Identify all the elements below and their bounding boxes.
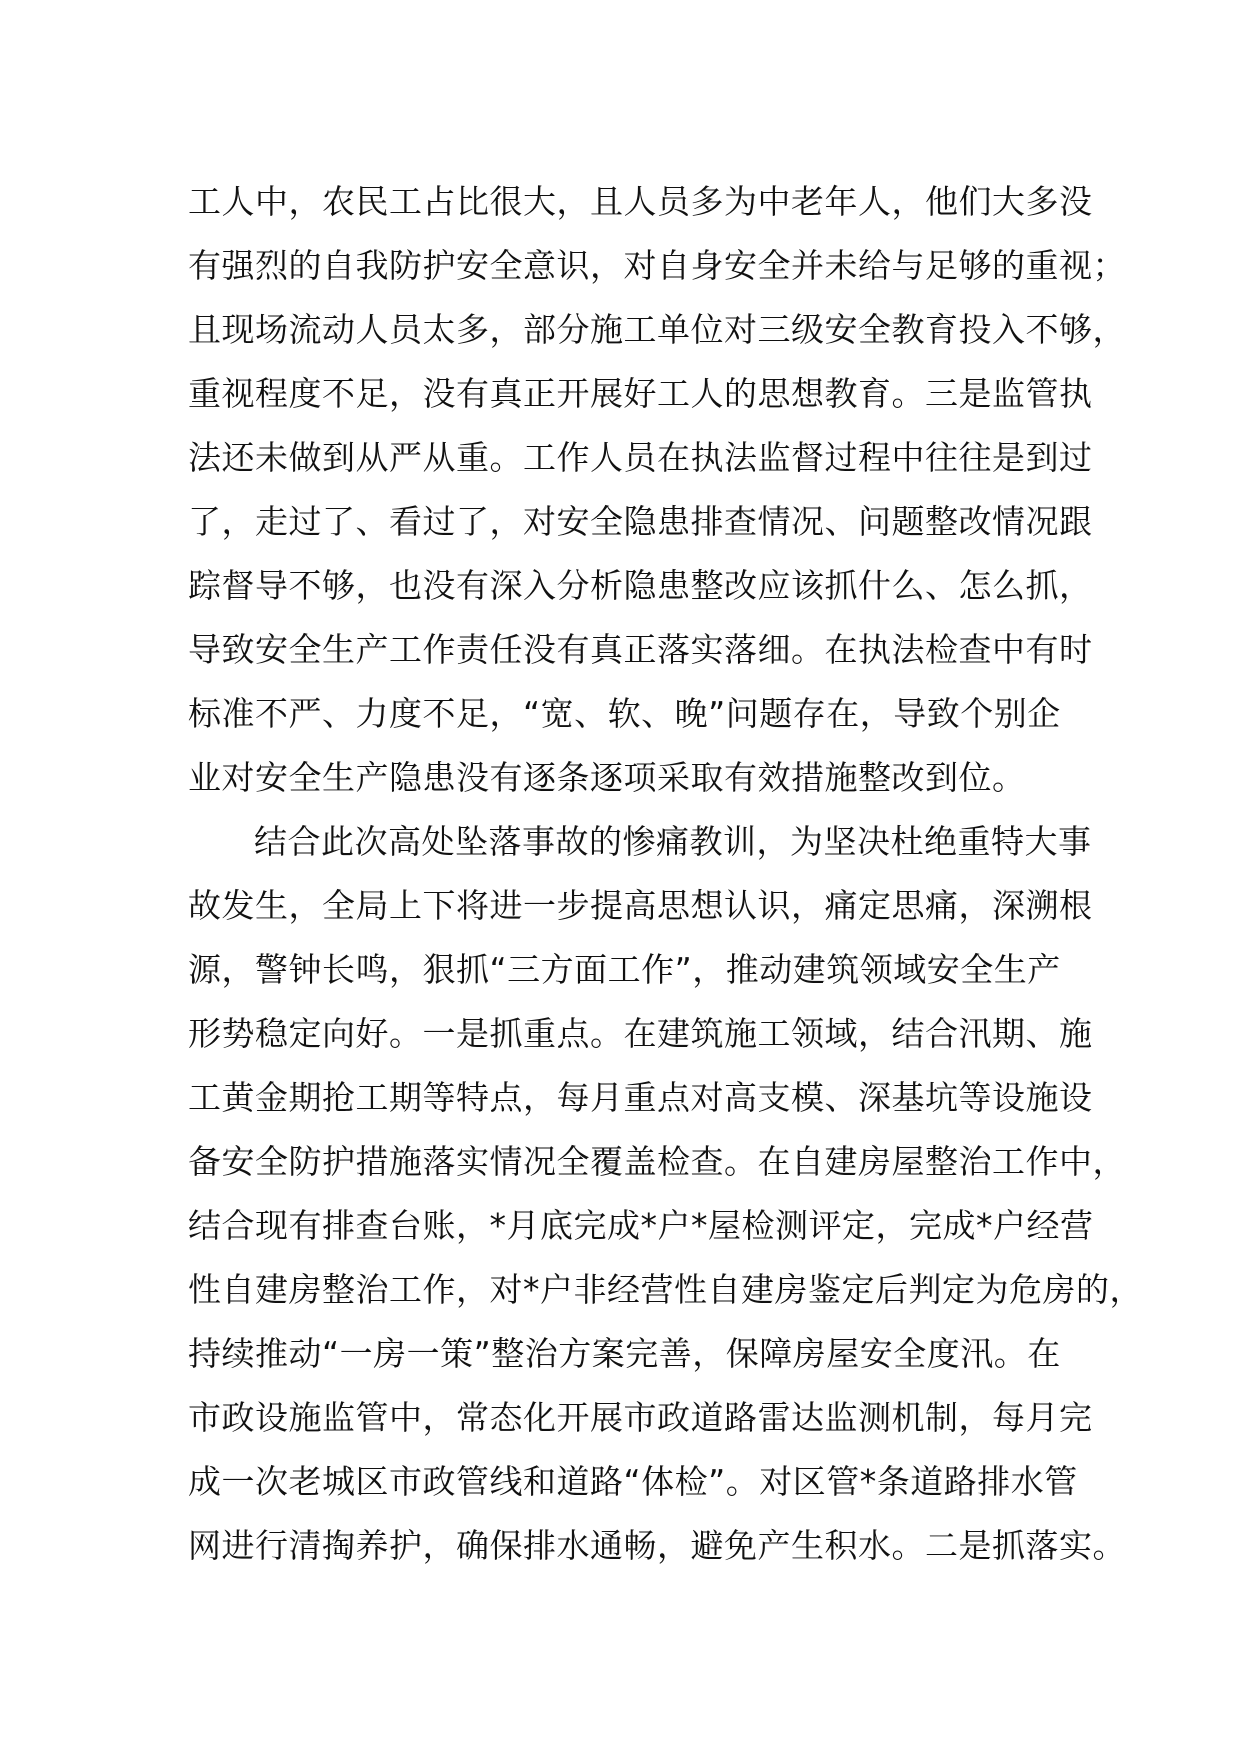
paragraph-2-line: 成一次老城区市政管线和道路“体检”。对区管*条道路排水管 [188,1462,1078,1501]
paragraph-2-line: 网进行清掏养护，确保排水通畅，避免产生积水。二是抓落实。 [188,1526,1126,1565]
paragraph-2-line: 性自建房整治工作，对*户非经营性自建房鉴定后判定为危房的， [188,1270,1143,1309]
paragraph-2-first-line: 结合此次高处坠落事故的惨痛教训，为坚决杜绝重特大事 [254,822,1092,861]
paragraph-2-line: 工黄金期抢工期等特点，每月重点对高支模、深基坑等设施设 [188,1078,1093,1117]
paragraph-1-line: 且现场流动人员太多，部分施工单位对三级安全教育投入不够， [188,310,1126,349]
paragraph-1-line: 重视程度不足，没有真正开展好工人的思想教育。三是监管执 [188,374,1093,413]
paragraph-1-line: 标准不严、力度不足，“宽、软、晚”问题存在，导致个别企 [188,694,1061,733]
paragraph-1-line: 导致安全生产工作责任没有真正落实落细。在执法检查中有时 [188,630,1093,669]
paragraph-1-line: 工人中，农民工占比很大，且人员多为中老年人，他们大多没 [188,182,1093,221]
body-text [188,170,1143,1578]
paragraph-1-line: 业对安全生产隐患没有逐条逐项采取有效措施整改到位。 [188,758,1026,797]
paragraph-1-line: 了，走过了、看过了，对安全隐患排查情况、问题整改情况跟 [188,502,1093,541]
paragraph-2-line: 市政设施监管中，常态化开展市政道路雷达监测机制，每月完 [188,1398,1093,1437]
paragraph-2-line: 持续推动“一房一策”整治方案完善，保障房屋安全度汛。在 [188,1334,1061,1373]
paragraph-2-line: 结合现有排查台账，*月底完成*户*屋检测评定，完成*户经营 [188,1206,1094,1245]
paragraph-2-line: 形势稳定向好。一是抓重点。在建筑施工领域，结合汛期、施 [188,1014,1093,1053]
paragraph-2-line: 源，警钟长鸣，狠抓“三方面工作”，推动建筑领域安全生产 [188,950,1061,989]
paragraph-1-line: 有强烈的自我防护安全意识，对自身安全并未给与足够的重视； [188,246,1126,285]
paragraph-1-line: 法还未做到从严从重。工作人员在执法监督过程中往往是到过 [188,438,1093,477]
paragraph-2-line: 备安全防护措施落实情况全覆盖检查。在自建房屋整治工作中， [188,1142,1126,1181]
paragraph-2-line: 故发生，全局上下将进一步提高思想认识，痛定思痛，深溯根 [188,886,1093,925]
paragraph-1-line: 踪督导不够，也没有深入分析隐患整改应该抓什么、怎么抓， [188,566,1093,605]
